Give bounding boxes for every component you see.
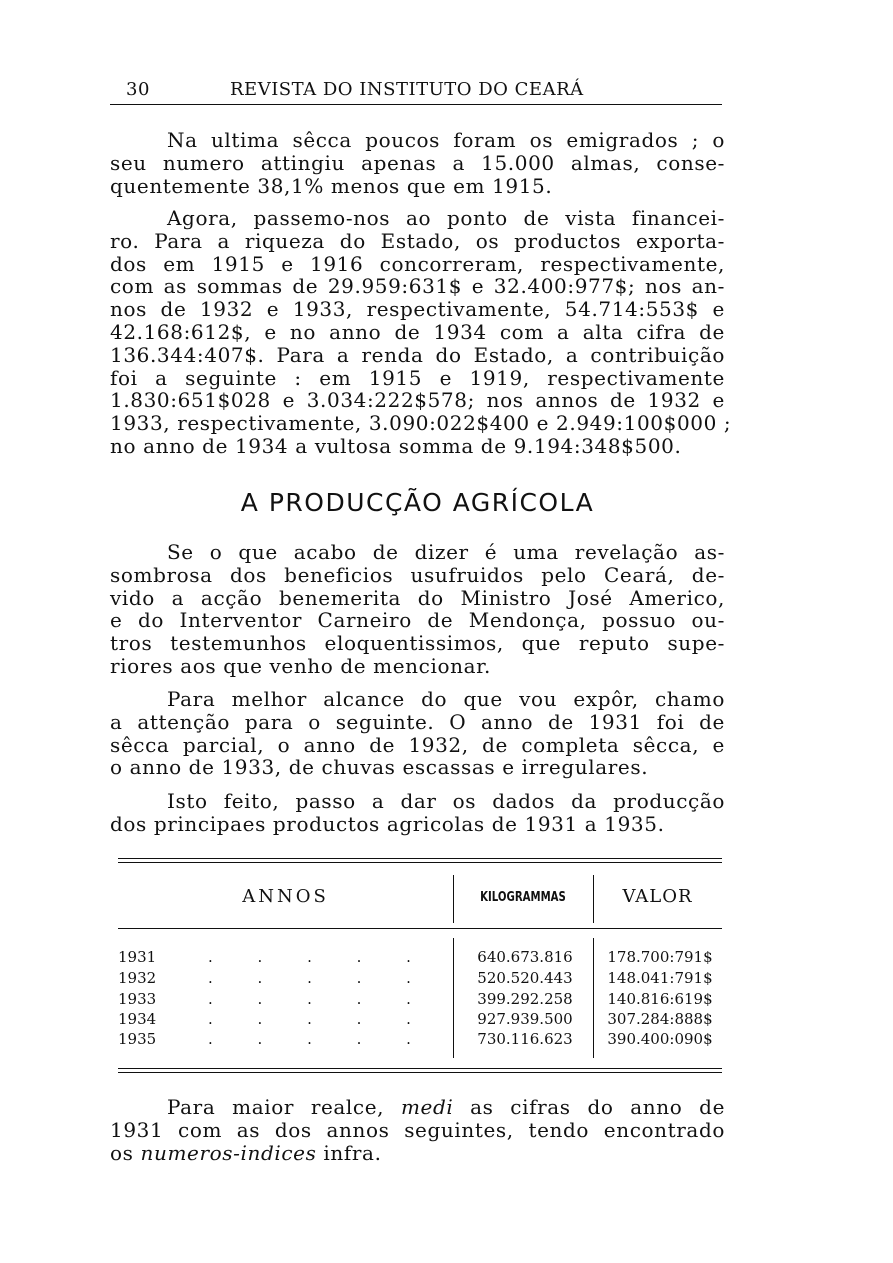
cell-kilogrammas: 640.673.816: [477, 948, 573, 966]
cell-valor: 140.816:619$: [607, 990, 713, 1008]
text-run: as cifras do anno de: [470, 1095, 726, 1119]
leader-dots: . . . . .: [208, 1030, 431, 1048]
paragraph-emigrants: [110, 129, 725, 197]
leader-dots: . . . . .: [208, 969, 431, 987]
header-valor: VALOR: [622, 886, 693, 907]
text-run: os: [110, 1140, 134, 1165]
text-line: dos em 1915 e 1916 concorreram, respectivamente,: [110, 251, 725, 276]
emphasis-medi: medi: [400, 1095, 454, 1119]
cell-kilogrammas: 520.520.443: [477, 969, 573, 987]
text-line: sêcca parcial, o anno de 1932, de completa sêcca, e: [110, 732, 725, 757]
journal-title: REVISTA DO INSTITUTO DO CEARÁ: [230, 79, 584, 100]
text-run: Para maior realce,: [167, 1095, 385, 1119]
cell-kilogrammas: 399.292.258: [477, 990, 573, 1008]
text-line: com as sommas de 29.959:631$ e 32.400:977$; nos an-: [110, 274, 725, 299]
text-line: e do Interventor Carneiro de Mendonça, possuo ou-: [110, 608, 725, 633]
text-line: foi a seguinte : em 1915 e 1919, respectivamente: [110, 365, 725, 390]
cell-year: 1931: [118, 948, 157, 966]
text-line: 1931 com as dos annos seguintes, tendo encontrado: [110, 1117, 725, 1142]
text-line: seu numero attingiu apenas a 15.000 almas, conse-: [110, 150, 725, 175]
table-rule-bottom-double: [118, 1072, 722, 1073]
table-rule-bottom: [118, 1068, 722, 1069]
text-line: dos principaes productos agricolas de 1931 a 1935.: [110, 811, 665, 836]
page-number: 30: [126, 79, 150, 100]
text-line: Agora, passemo-nos ao ponto de vista financei-: [167, 206, 725, 230]
leader-dots: . . . . .: [208, 948, 431, 966]
text-line: Se o que acabo de dizer é uma revelação as-: [167, 540, 725, 564]
table-rule-top-double: [118, 862, 722, 863]
cell-year: 1932: [118, 969, 157, 987]
leader-dots: . . . . .: [208, 1010, 431, 1028]
paragraph-drought: [110, 688, 725, 779]
text-line: 1.830:651$028 e 3.034:222$578; nos annos de 1932 e: [110, 388, 725, 413]
text-line: no anno de 1934 a vultosa somma de 9.194:348$500.: [110, 433, 682, 458]
text-line: Isto feito, passo a dar os dados da producção: [167, 789, 725, 813]
text-run: infra.: [323, 1140, 382, 1165]
paragraph-data-intro: [110, 790, 725, 836]
text-line: o anno de 1933, de chuvas escassas e irregulares.: [110, 755, 649, 780]
text-line: [110, 1142, 725, 1165]
emphasis-numeros-indices: numeros-indices: [140, 1140, 317, 1165]
text-line: 42.168:612$, e no anno de 1934 com a alta cifra de: [110, 319, 725, 344]
text-line: tros testemunhos eloquentissimos, que reputo supe-: [110, 631, 725, 656]
cell-valor: 307.284:888$: [607, 1010, 713, 1028]
running-header: [110, 76, 722, 105]
cell-valor: 390.400:090$: [607, 1030, 713, 1048]
table-rule-header: [118, 928, 722, 929]
table-row: [118, 1030, 722, 1051]
header-kilogrammas: KILOGRAMMAS: [480, 890, 566, 905]
text-line: vido a acção benemerita do Ministro José Americo,: [110, 585, 725, 610]
paragraph-indices: [110, 1096, 725, 1164]
table-rule-top: [118, 858, 722, 859]
column-divider: [453, 875, 454, 923]
table-row: [118, 990, 722, 1011]
cell-valor: 178.700:791$: [607, 948, 713, 966]
cell-valor: 148.041:791$: [607, 969, 713, 987]
text-line: Na ultima sêcca poucos foram os emigrados ; o: [167, 128, 725, 152]
text-line: nos de 1932 e 1933, respectivamente, 54.714:553$ e: [110, 297, 725, 322]
text-line: 1933, respectivamente, 3.090:022$400 e 2.949:100$000 ;: [110, 411, 732, 436]
text-line: a attenção para o seguinte. O anno de 1931 foi de: [110, 709, 725, 734]
table-row: [118, 969, 722, 990]
text-line: riores aos que venho de mencionar.: [110, 653, 492, 678]
cell-year: 1933: [118, 990, 157, 1008]
text-line: ro. Para a riqueza do Estado, os productos exporta-: [110, 228, 725, 253]
text-line: Para melhor alcance do que vou expôr, chamo: [167, 687, 725, 711]
leader-dots: . . . . .: [208, 990, 431, 1008]
cell-kilogrammas: 927.939.500: [477, 1010, 573, 1028]
table-row: [118, 1010, 722, 1031]
paragraph-benefits: [110, 541, 725, 678]
table-row: [118, 948, 722, 969]
section-heading: A PRODUCÇÃO AGRÍCOLA: [240, 488, 595, 517]
header-annos: ANNOS: [242, 886, 329, 907]
text-line: [110, 1096, 725, 1119]
cell-year: 1935: [118, 1030, 157, 1048]
text-line: 136.344:407$. Para a renda do Estado, a contribuição: [110, 342, 725, 367]
paragraph-finance: [110, 206, 732, 458]
cell-year: 1934: [118, 1010, 157, 1028]
text-line: quentemente 38,1% menos que em 1915.: [110, 173, 553, 198]
cell-kilogrammas: 730.116.623: [477, 1030, 573, 1048]
text-line: sombrosa dos beneficios usufruidos pelo Ceará, de-: [110, 562, 725, 587]
